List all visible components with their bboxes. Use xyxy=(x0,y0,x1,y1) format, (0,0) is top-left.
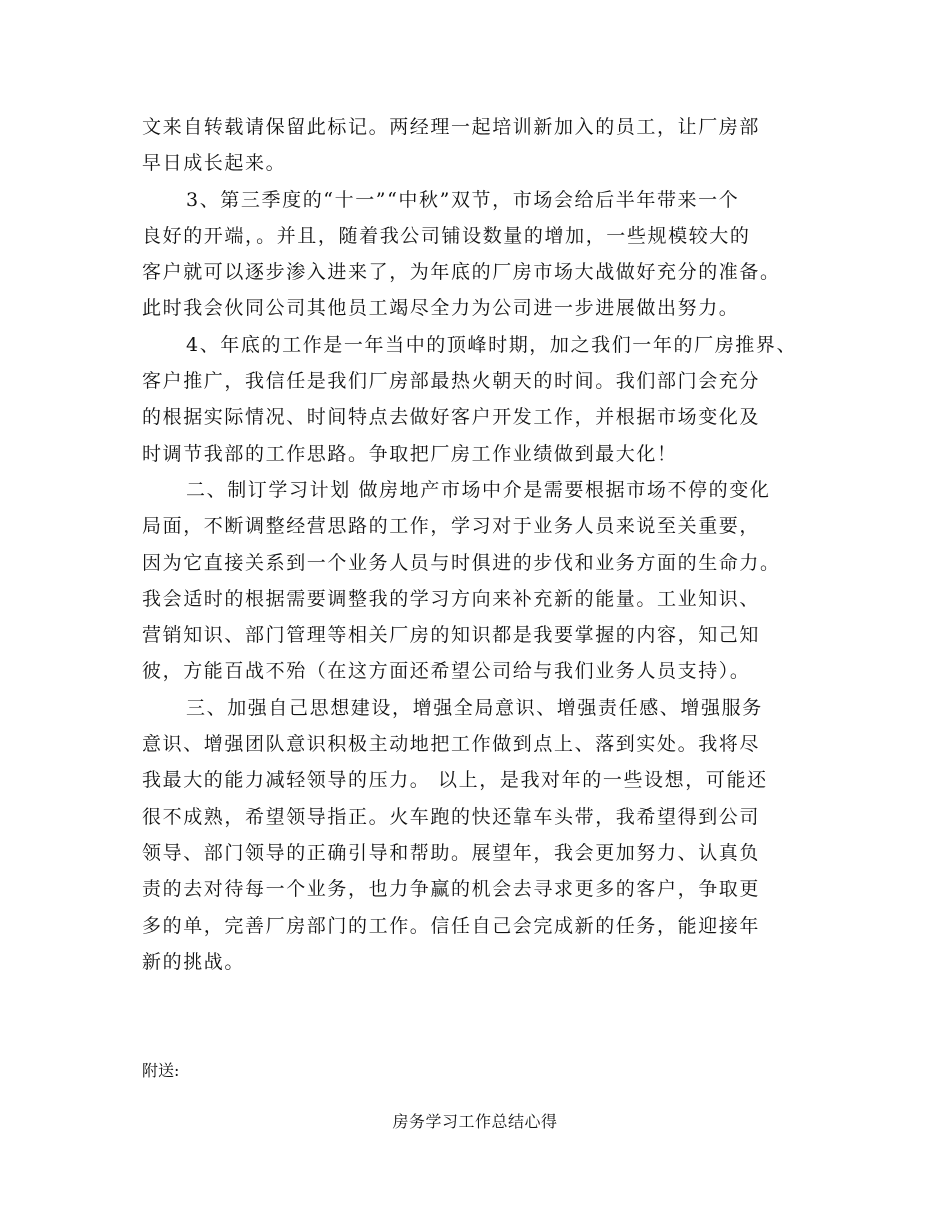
body-text xyxy=(142,109,810,980)
appendix-title: 房务学习工作总结心得 xyxy=(392,1112,558,1131)
text-line: 4、年底的工作是一年当中的顶峰时期，加之我们一年的厂房推界、 xyxy=(186,333,798,356)
text-line: 领导、部门领导的正确引导和帮助。展望年，我会更加努力、认真负 xyxy=(142,841,761,864)
text-line: 时调节我部的工作思路。争取把厂房工作业绩做到最大化！ xyxy=(142,442,678,465)
text-line: 文来自转载请保留此标记。两经理一起培训新加入的员工，让厂房部 xyxy=(142,116,761,138)
text-line: 我会适时的根据需要调整我的学习方向来补充新的能量。工业知识、 xyxy=(142,587,761,610)
text-line: 因为它直接关系到一个业务人员与时俱进的步伐和业务方面的生命力。 xyxy=(142,551,781,574)
text-line: 客户就可以逐步渗入进来了，为年底的厂房市场大战做好充分的准备。 xyxy=(142,261,781,284)
text-line: 多的单，完善厂房部门的工作。信任自己会完成新的任务，能迎接年 xyxy=(142,914,761,937)
text-line: 责的去对待每一个业务，也力争赢的机会去寻求更多的客户，争取更 xyxy=(142,878,761,901)
text-line: 3、第三季度的“十一”“中秋”双节，市场会给后半年带来一个 xyxy=(186,188,740,211)
text-line: 良好的开端，。并且，随着我公司铺设数量的增加，一些规模较大的 xyxy=(142,224,751,247)
text-line: 三、加强自己思想建设，增强全局意识、增强责任感、增强服务 xyxy=(186,696,763,719)
text-line: 彼，方能百战不殆（在这方面还希望公司给与我们业务人员支持）。 xyxy=(142,660,751,683)
text-line: 新的挑战。 xyxy=(142,950,246,973)
text-line: 的根据实际情况、时间特点去做好客户开发工作，并根据市场变化及 xyxy=(142,406,761,429)
text-line: 局面，不断调整经营思路的工作，学习对于业务人员来说至关重要， xyxy=(142,515,761,538)
text-line: 意识、增强团队意识积极主动地把工作做到点上、落到实处。我将尽 xyxy=(142,733,761,756)
text-line: 客户推广，我信任是我们厂房部最热火朝天的时间。我们部门会充分 xyxy=(142,370,761,393)
text-line: 营销知识、部门管理等相关厂房的知识都是我要掌握的内容，知己知 xyxy=(142,624,761,647)
text-line: 很不成熟，希望领导指正。火车跑的快还靠车头带，我希望得到公司 xyxy=(142,805,761,828)
text-line: 早日成长起来。 xyxy=(142,152,287,175)
text-line: 此时我会伙同公司其他员工竭尽全力为公司进一步进展做出努力。 xyxy=(142,297,740,320)
appendix-label: 附送: xyxy=(142,1061,180,1080)
text-line: 二、制订学习计划 做房地产市场中介是需要根据市场不停的变化 xyxy=(186,478,771,501)
text-line: 我最大的能力减轻领导的压力。 以上，是我对年的一些设想，可能还 xyxy=(142,769,768,792)
